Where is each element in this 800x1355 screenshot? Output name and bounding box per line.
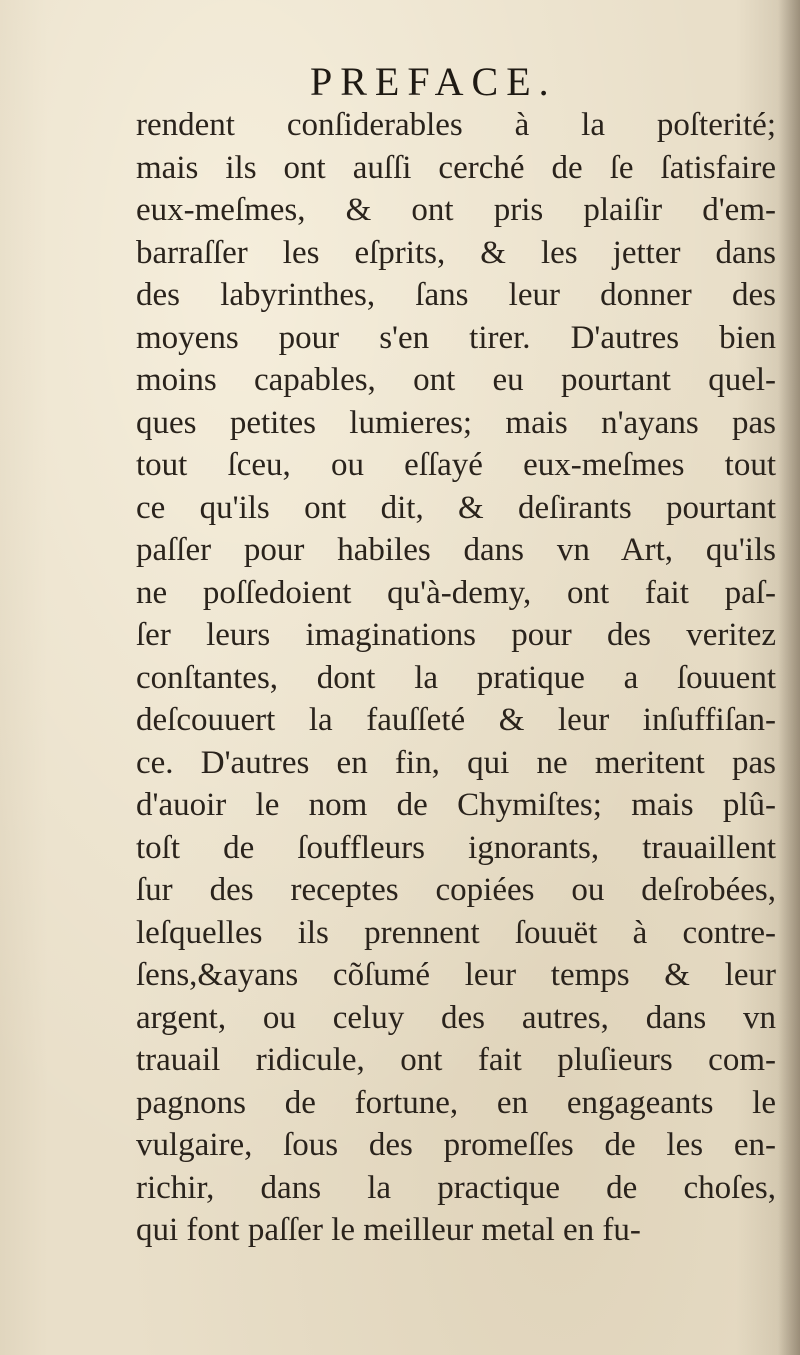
text-line: vulgaire, ſous des promeſſes de les en- (136, 1127, 776, 1163)
body-text (136, 104, 776, 1252)
text-line: ſer leurs imaginations pour des veritez (136, 617, 776, 653)
text-line: ſur des receptes copiées ou deſrobées, (136, 872, 776, 908)
text-line: deſcouuert la fauſſeté & leur inſuffiſan- (136, 702, 776, 738)
text-line: ce qu'ils ont dit, & deſirants pourtant (136, 489, 776, 526)
page-gutter-shadow (778, 0, 800, 1355)
text-line: paſſer pour habiles dans vn Art, qu'ils (136, 532, 776, 568)
text-line: rendent conſiderables à la poſterité; (136, 107, 776, 143)
text-line: qui font paſſer le meilleur metal en fu- (136, 1212, 641, 1248)
text-line: moins capables, ont eu pourtant quel- (136, 362, 776, 398)
text-line: tout ſceu, ou eſſayé eux-meſmes tout (136, 447, 776, 483)
text-line: ne poſſedoient qu'à-demy, ont fait paſ- (136, 574, 776, 611)
text-line: eux-meſmes, & ont pris plaiſir d'em- (136, 192, 776, 228)
text-line: barraſſer les eſprits, & les jetter dans (136, 234, 776, 271)
text-line: pagnons de fortune, en engageants le (136, 1084, 776, 1121)
text-line: toſt de ſouffleurs ignorants, trauaillent (136, 829, 776, 866)
text-line: richir, dans la practique de choſes, (136, 1169, 776, 1206)
text-line: moyens pour s'en tirer. D'autres bien (136, 319, 776, 356)
text-line: leſquelles ils prennent ſouuët à contre- (136, 914, 776, 951)
text-line: mais ils ont auſſi cerché de ſe ſatisfaire (136, 149, 776, 186)
text-line: des labyrinthes, ſans leur donner des (136, 277, 776, 313)
text-line: ques petites lumieres; mais n'ayans pas (136, 404, 776, 441)
text-line: argent, ou celuy des autres, dans vn (136, 999, 776, 1036)
text-line: trauail ridicule, ont fait pluſieurs com- (136, 1042, 776, 1078)
text-line: conſtantes, dont la pratique a ſouuent (136, 659, 776, 696)
text-line: ſens,&ayans cõſumé leur temps & leur (136, 957, 776, 993)
text-line: d'auoir le nom de Chymiſtes; mais plû- (136, 787, 776, 823)
running-header: PREFACE. (310, 59, 557, 104)
text-line: ce. D'autres en fin, qui ne meritent pas (136, 744, 776, 781)
